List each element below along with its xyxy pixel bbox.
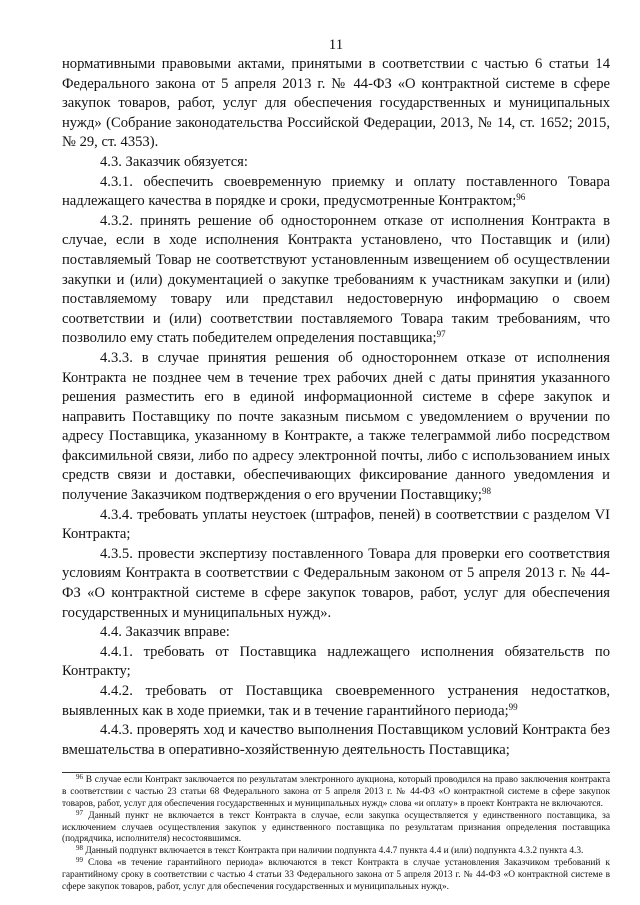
paragraph-4-3-4 bbox=[62, 506, 610, 545]
paragraph-text: 4.4.1. требовать от Поставщика надлежащего исполнения обязательств по Контракту; bbox=[62, 643, 610, 680]
paragraph-text: нормативными правовыми актами, принятыми в соответствии с частью 6 статьи 14 Федерального закона от 5 апреля 2013 г. № 44-ФЗ «О контрактной системе в сфере закупок товаров, работ, услуг для обеспечения государственных и муниципальных нужд» (Собрание законодательства Российской Федерации, 2013, № 14, ст. 1652; 2015, № 29, ст. 4353). bbox=[62, 56, 610, 151]
footnote-number: 99 bbox=[76, 855, 83, 864]
document-page bbox=[62, 36, 610, 893]
footnote-text: Данный подпункт включается в текст Контракта при наличии подпункта 4.4.7 пункта 4.4 и (или) подпункта 4.3.2 пункта 4.3. bbox=[85, 846, 584, 857]
paragraph-4-3-3 bbox=[62, 349, 610, 506]
paragraph-4-3-5 bbox=[62, 545, 610, 623]
footnote-ref: 97 bbox=[436, 329, 446, 340]
footnote-text: Данный пункт не включается в текст Контракта в случае, если закупка осуществляется у единственного поставщика, за исключением случаев осуществления закупок у единственного поставщика по результатам признания определения поставщика (подрядчика, исполнителя) несостоявшимся. bbox=[62, 810, 610, 845]
paragraph-text: 4.4. Заказчик вправе: bbox=[100, 624, 230, 641]
paragraph-4-4-1 bbox=[62, 643, 610, 682]
paragraph-4-4 bbox=[62, 623, 610, 643]
footnote-text: Слова «в течение гарантийного периода» включаются в текст Контракта в случае установления Заказчиком требований к гарантийному сроку в соответствии с частью 4 статьи 33 Федерального закона от 5 апреля 2013 г. № 44-ФЗ «О контрактной системе в сфере закупок товаров, работ, услуг для обеспечения государственных и муниципальных нужд». bbox=[62, 857, 610, 892]
paragraph-intro bbox=[62, 55, 610, 153]
footnote-98 bbox=[62, 846, 610, 858]
paragraph-4-3-1 bbox=[62, 173, 610, 212]
paragraph-4-4-3 bbox=[62, 721, 610, 760]
paragraph-text: 4.4.3. проверять ход и качество выполнения Поставщиком условий Контракта без вмешательства в оперативно-хозяйственную деятельность Поставщика; bbox=[62, 722, 610, 758]
paragraph-text: 4.3.3. в случае принятия решения об одностороннем отказе от исполнения Контракта не позднее чем в течение трех рабочих дней с даты принятия указанного решения разместить его в единой информационной системе в сфере закупок и направить Поставщику по почте заказным письмом с уведомлением о вручении по адресу Поставщика, указанному в Контракте, а также телеграммой либо посредством факсимильной связи, либо по адресу электронной почты, либо с использованием иных средств связи и доставки, обеспечивающих фиксирование данного уведомления и получение Заказчиком подтверждения о его вручении Поставщику; bbox=[62, 349, 610, 504]
page-number: 11 bbox=[328, 37, 344, 53]
footnote-97 bbox=[62, 808, 610, 846]
paragraph-4-4-2 bbox=[62, 682, 610, 721]
footnote-separator bbox=[62, 772, 610, 773]
paragraph-text: 4.3. Заказчик обязуется: bbox=[100, 153, 248, 170]
paragraph-4-3-2 bbox=[62, 212, 610, 349]
paragraph-text: 4.3.5. провести экспертизу поставленного Товара для проверки его соответствия условиям Контракта в соответствии с Федеральным законом от 5 апреля 2013 г. № 44-ФЗ «О контрактной системе в сфере закупок товаров, работ, услуг для обеспечения государственных и муниципальных нужд». bbox=[62, 545, 610, 621]
footnote-ref: 98 bbox=[481, 486, 491, 497]
paragraph-text: 4.3.2. принять решение об одностороннем отказе от исполнения Контракта в случае, если в ходе исполнения Контракта установлено, что Поставщик и (или) поставляемый Товар не соответствуют установленным извещением об осуществлении закупки и (или) документацией о закупке требованиям к участникам закупки и (или) поставляемому товару или представил недостоверную информацию о своем соответствии и (или) соответствии поставляемого Товара таким требованиям, что позволило ему стать победителем определения поставщика; bbox=[62, 212, 610, 347]
body-text bbox=[62, 55, 610, 760]
paragraph-text: 4.3.4. требовать уплаты неустоек (штрафов, пеней) в соответствии с разделом VI Контракта; bbox=[62, 506, 610, 543]
footnote-96 bbox=[62, 775, 610, 810]
footnote-99 bbox=[62, 855, 610, 893]
footnote-number: 98 bbox=[76, 844, 83, 853]
footnote-ref: 96 bbox=[516, 192, 526, 203]
footnote-text: В случае если Контракт заключается по результатам электронного аукциона, который проводился на право заключения контракта в соответствии с частью 23 статьи 68 Федерального закона от 5 апреля 2013 г. № 44-ФЗ «О контрактной системе в сфере закупок товаров, работ, услуг для обеспечения государственных и муниципальных нужд» слова «и оплату» в проект Контракта не включаются. bbox=[62, 775, 610, 809]
paragraph-4-3 bbox=[62, 153, 610, 173]
footnote-number: 97 bbox=[76, 808, 83, 817]
footnote-ref: 99 bbox=[508, 701, 518, 712]
footnote-number: 96 bbox=[76, 773, 83, 782]
paragraph-text: 4.4.2. требовать от Поставщика своевременного устранения недостатков, выявленных как в ходе приемки, так и в течение гарантийного периода; bbox=[62, 683, 610, 719]
paragraph-text: 4.3.1. обеспечить своевременную приемку и оплату поставленного Товара надлежащего качества в порядке и сроки, предусмотренные Контрактом; bbox=[62, 173, 610, 210]
footnotes bbox=[62, 775, 610, 893]
